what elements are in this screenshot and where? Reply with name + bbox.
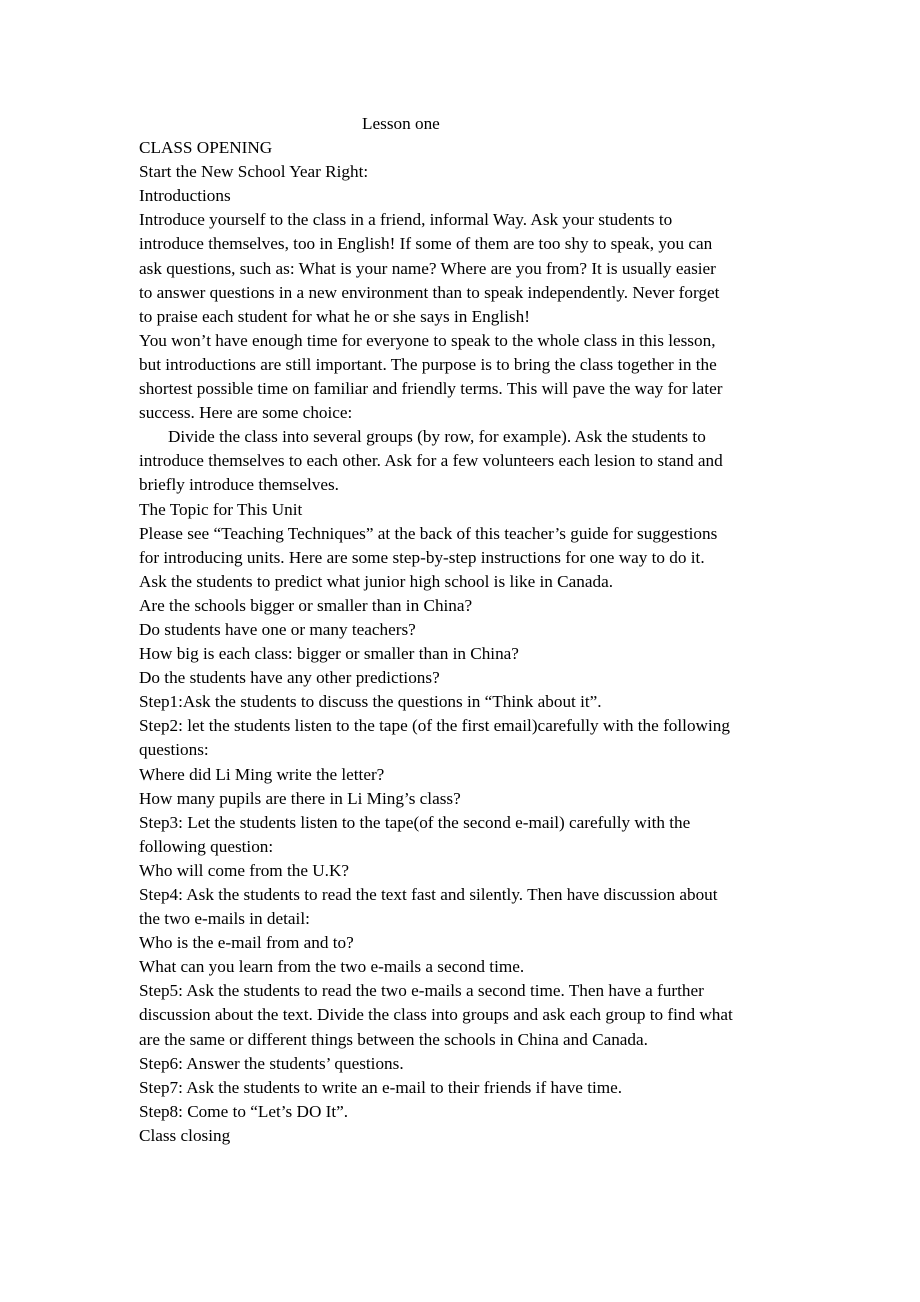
text-line: shortest possible time on familiar and friendly terms. This will pave the way for later <box>139 379 723 399</box>
question-line: What can you learn from the two e-mails a second time. <box>139 957 525 977</box>
text-line: briefly introduce themselves. <box>139 475 339 495</box>
step-line: Step8: Come to “Let’s DO It”. <box>139 1101 349 1121</box>
text-line: Introduce yourself to the class in a friend, informal Way. Ask your students to <box>139 210 673 230</box>
step-line: Step2: let the students listen to the tape (of the first email)carefully with the following <box>139 716 730 736</box>
subheading: Start the New School Year Right: <box>139 162 369 182</box>
text-line: to praise each student for what he or she says in English! <box>139 306 530 326</box>
step-line: Step4: Ask the students to read the text fast and silently. Then have discussion about <box>139 885 718 904</box>
text-line: are the same or different things between the schools in China and Canada. <box>139 1029 648 1049</box>
section-heading-introductions: Introductions <box>139 186 231 206</box>
step-line: Step6: Answer the students’ questions. <box>139 1053 404 1073</box>
question-line: Do the students have any other predictions? <box>139 668 440 688</box>
heading-class-opening: CLASS OPENING <box>139 138 273 158</box>
question-line: Where did Li Ming write the letter? <box>139 764 385 784</box>
text-line: questions: <box>139 740 209 760</box>
text-line: for introducing units. Here are some step-by-step instructions for one way to do it. <box>139 547 705 567</box>
text-line: success. Here are some choice: <box>139 403 353 423</box>
text-line: ask questions, such as: What is your name? Where are you from? It is usually easier <box>139 258 716 278</box>
document-body <box>139 112 789 1148</box>
text-line: introduce themselves, too in English! If some of them are too shy to speak, you can <box>139 234 713 254</box>
text-line: Please see “Teaching Techniques” at the back of this teacher’s guide for suggestions <box>139 523 718 543</box>
text-line: but introductions are still important. The purpose is to bring the class together in the <box>139 354 717 374</box>
question-line: How many pupils are there in Li Ming’s class? <box>139 788 461 808</box>
section-heading-topic: The Topic for This Unit <box>139 499 303 519</box>
text-line: Ask the students to predict what junior high school is like in Canada. <box>139 571 614 591</box>
text-line: Divide the class into several groups (by row, for example). Ask the students to <box>168 427 706 447</box>
text-line: discussion about the text. Divide the class into groups and ask each group to find what <box>139 1005 733 1025</box>
question-line: Do students have one or many teachers? <box>139 619 416 639</box>
text-line: to answer questions in a new environment than to speak independently. Never forget <box>139 282 720 302</box>
question-line: Are the schools bigger or smaller than in China? <box>139 595 473 615</box>
step-line: Step3: Let the students listen to the tape(of the second e-mail) carefully with the <box>139 812 691 832</box>
page-title: Lesson one <box>362 114 440 133</box>
step-line: Step1:Ask the students to discuss the questions in “Think about it”. <box>139 692 602 712</box>
text-line: You won’t have enough time for everyone to speak to the whole class in this lesson, <box>139 330 716 350</box>
section-heading-class-closing: Class closing <box>139 1125 231 1145</box>
question-line: Who will come from the U.K? <box>139 860 350 880</box>
text-line: following question: <box>139 836 274 856</box>
text-line: the two e-mails in detail: <box>139 909 310 929</box>
step-line: Step7: Ask the students to write an e-mail to their friends if have time. <box>139 1077 623 1097</box>
text-line: introduce themselves to each other. Ask for a few volunteers each lesion to stand and <box>139 451 723 471</box>
question-line: How big is each class: bigger or smaller than in China? <box>139 644 519 664</box>
question-line: Who is the e-mail from and to? <box>139 933 354 953</box>
step-line: Step5: Ask the students to read the two e-mails a second time. Then have a further <box>139 981 704 1001</box>
